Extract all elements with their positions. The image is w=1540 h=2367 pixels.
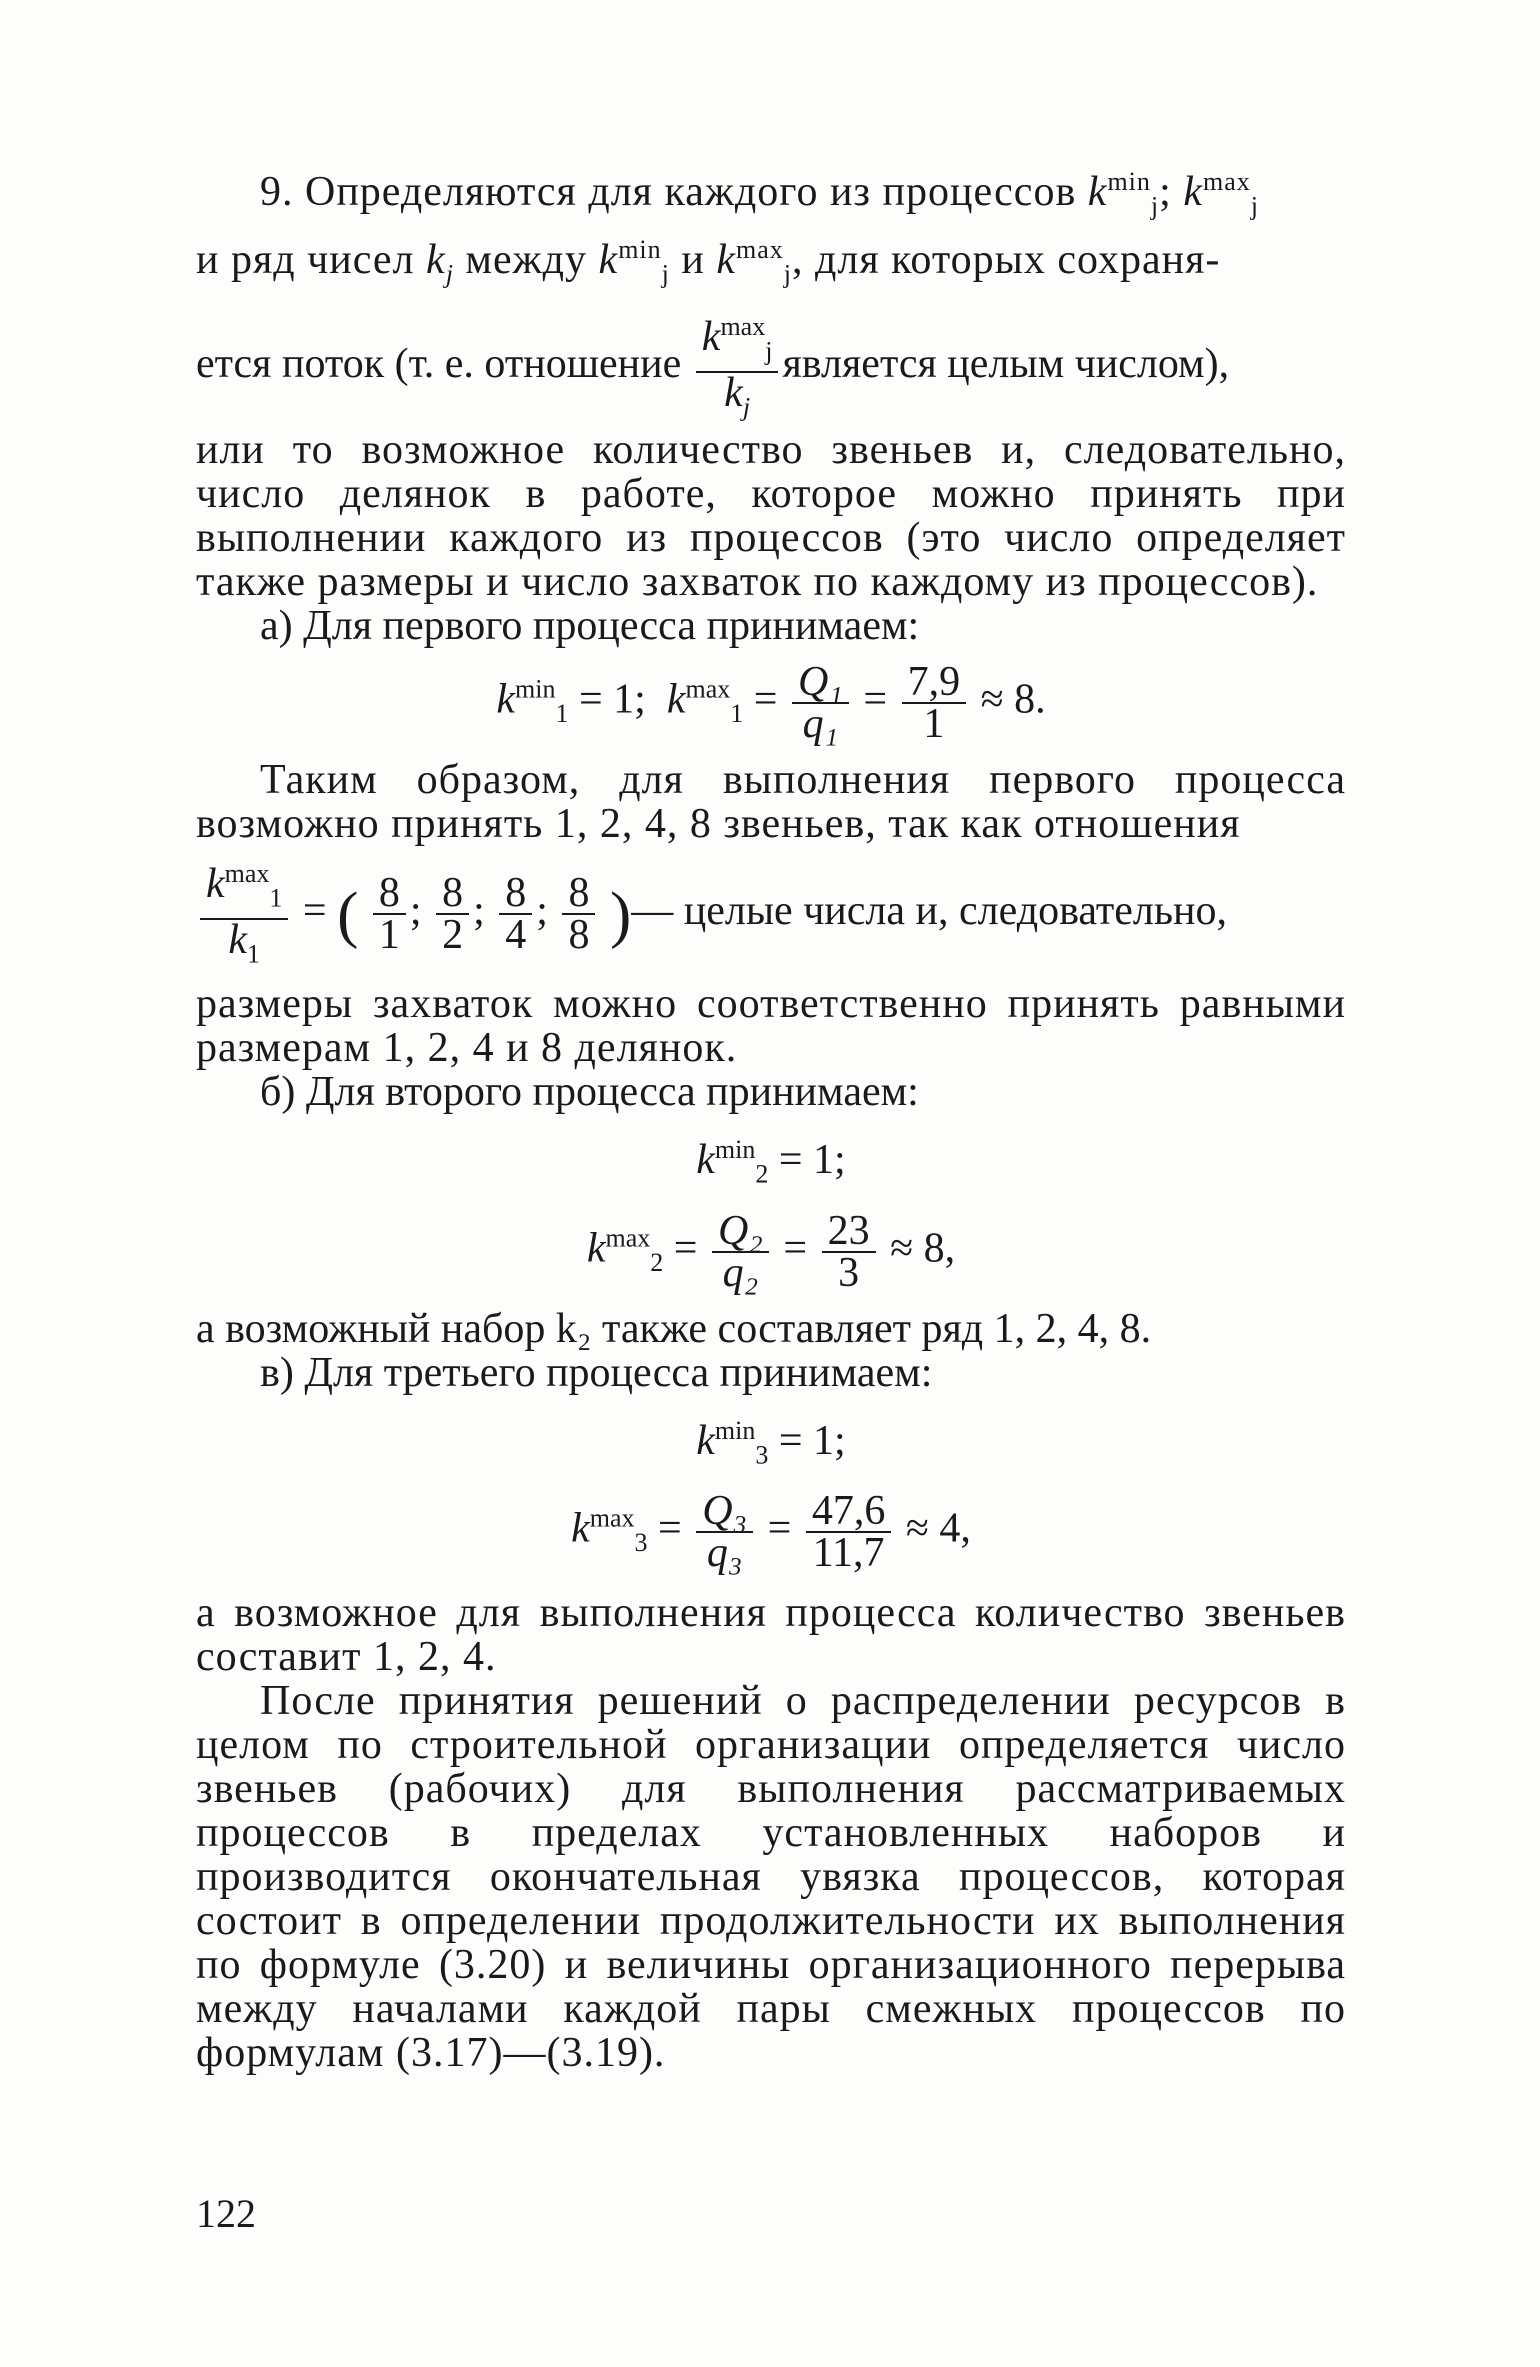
section-a-text1: Таким образом, для выполнения первого процесса возможно принять 1, 2, 4, 8 звеньев, так как отношения [196,756,1346,847]
page-number: 122 [196,2191,256,2236]
equation-c-min: $k^{min}_3 = 1$; [696,1415,846,1470]
ratio-fraction: $\frac{k^{max}_j}{k_j}$ [696,307,779,428]
p9-line1: 9. Определяются для каждого из процессов $k^{min}_j$; $k^{max}_j$ [260,167,1259,221]
final-paragraph: После принятия решений о распределении ресурсов в целом по строительной организации определяется число звеньев (рабочих) для выполнения рассматриваемых процессов в пределах установленных наборов и производится окончательная увязка процессов, которая состоит в определении продолжительности их выполнения по формуле (3.20) и величины организационного перерыва между началами каждой пары смежных процессов по формулам (3.17)—(3.19). [196,1678,1346,2077]
page-body [196,160,1346,2075]
equation-b-max: $k^{max}_2$ = $\frac{\text{Q₂}}{\text{q₂}}$ = $\frac{23}{3}$ ≈ 8, [586,1207,956,1296]
section-c-after: а возможное для выполнения процесса количество звеньев составит 1, 2, 4. [196,1590,1346,1681]
p9-line3: ется поток (т. е. отношение $\frac{k^{max}_j}{k_j}$ является целым числом), [196,307,1346,428]
equation-b-min: $k^{min}_2 = 1$; [696,1135,846,1189]
p9-body: или то возможное количество звеньев и, следовательно, число делянок в работе, которое можно принять при выполнении каждого из процессов (это число определяет также размеры и число захваток по каждому из процессов). [196,426,1346,605]
section-b-after: а возможный набор k₂ также составляет ряд 1, 2, 4, 8. [196,1305,1152,1352]
section-a-text3: размеры захваток можно соответственно принять равными размерам 1, 2, 4 и 8 делянок. [196,981,1346,1072]
p9-line2: и ряд чисел $k_j$ между $k^{min}_j$ и $k^{max}_j$, для которых сохраня- [196,235,1221,289]
section-c-intro: в) Для третьего процесса принимаем: [260,1349,933,1396]
section-b-intro: б) Для второго процесса принимаем: [260,1069,919,1116]
ratios-line: $\frac{k^{max}_1}{k_1}$ = ( $\frac{8}{1}$ ; $\frac{8}{2}$ ; $\frac{8}{4}$ ; $\frac{8}{8}$ )— целые числа и, следовательно, [196,854,1346,975]
equation-a: $k^{min}_1 = 1$; $k^{max}_1$ = $\frac{\text{Q₁}}{\text{q₁}}$ = $\frac{7,9}{1}$ ≈ 8. [496,658,1046,747]
section-a-intro: а) Для первого процесса принимаем: [260,602,920,649]
equation-c-max: $k^{max}_3$ = $\frac{\text{Q₃}}{\text{q₃}}$ = $\frac{47,6}{11,7}$ ≈ 4, [571,1488,971,1577]
